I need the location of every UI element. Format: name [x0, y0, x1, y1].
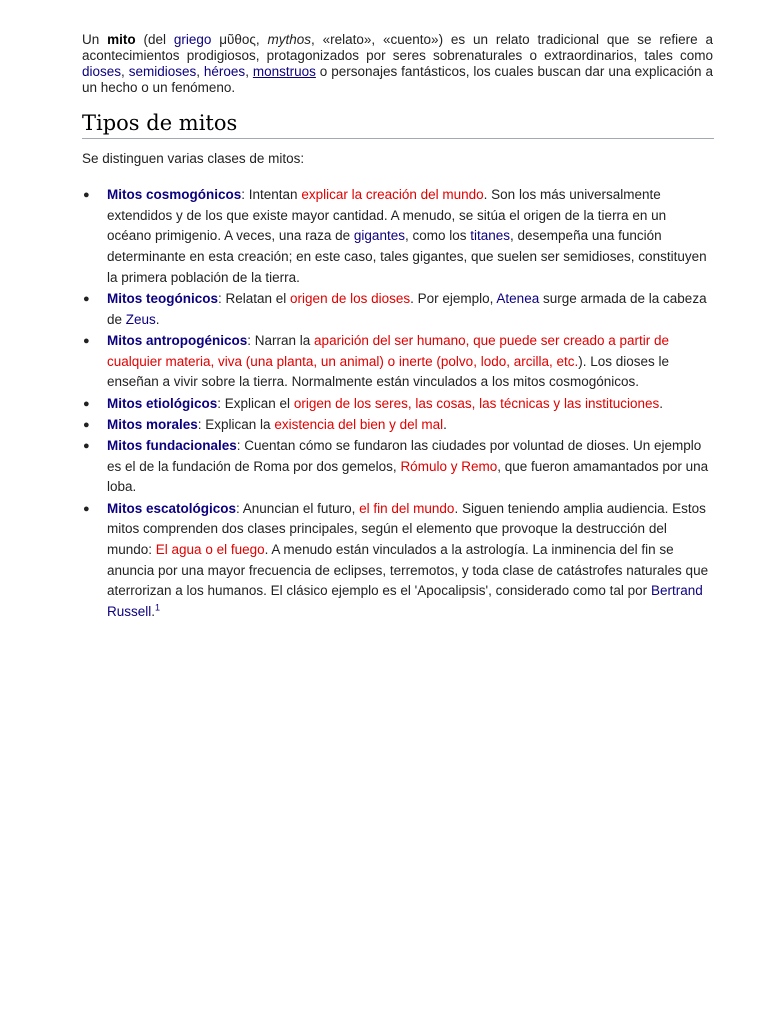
intro-mythos: mythos — [267, 32, 312, 47]
bullet-icon: ● — [83, 334, 90, 347]
link-creacion-mundo[interactable]: explicar la creación del mundo — [301, 187, 484, 202]
link-bien-mal[interactable]: existencia del bien y del mal — [274, 416, 444, 432]
bullet-icon: ● — [83, 439, 90, 452]
term-escatologicos: Mitos escatológicos — [107, 500, 237, 516]
term-etiologicos: Mitos etiológicos — [107, 395, 218, 411]
list-item-teogonicos — [82, 289, 714, 330]
link-aparicion-ser-humano[interactable]: aparición del ser humano, que puede ser creado a partir de cualquier materia, viva (una planta, un animal) o inerte (polvo, lodo, arcilla, etc. — [107, 332, 670, 369]
link-dioses[interactable]: dioses — [82, 64, 122, 79]
item-text: . — [151, 604, 156, 620]
link-heroes[interactable]: héroes — [203, 64, 246, 79]
item-text: . Son los más universalmente extendidos y de los que existe mayor cantidad. A menudo, se sitúa el origen de la tierra en un océano primigenio. A veces, una raza de — [107, 187, 667, 244]
item-text: . — [443, 416, 447, 432]
item-text: . A menudo están vinculados a la astrología. La inminencia del fin se anuncia por una mayor frecuencia de eclipses, terremotos, y toda clase de catástrofes naturales que aterrorizan a los humanos. El clásico ejemplo es el 'Apocalipsis', considerado como tal por — [107, 541, 709, 599]
item-text: : Narran la — [247, 332, 315, 348]
link-agua-fuego[interactable]: El agua o el fuego — [155, 541, 265, 557]
link-titanes[interactable]: titanes — [470, 228, 511, 244]
bullet-icon: ● — [83, 189, 90, 201]
item-text: : Intentan — [241, 187, 302, 202]
list-item-etiologicos — [82, 394, 714, 415]
list-item-antropogenicos — [82, 331, 714, 393]
intro-text: , — [121, 64, 129, 79]
link-origen-dioses[interactable]: origen de los dioses — [290, 291, 411, 307]
intro-text: o personajes fantásticos, los cuales buscan dar una explicación a un hecho o un fenómeno. — [82, 64, 713, 95]
bullet-icon: ● — [83, 293, 90, 306]
list-item-morales — [82, 415, 714, 436]
intro-term-mito: mito — [107, 32, 136, 47]
link-origen-seres[interactable]: origen de los seres, las cosas, las técnicas y las instituciones — [293, 395, 660, 411]
intro-text: , — [255, 32, 268, 47]
link-fin-mundo[interactable]: el fin del mundo — [359, 500, 455, 516]
item-text: : Anuncian el futuro, — [236, 500, 360, 516]
link-griego[interactable]: griego — [173, 32, 212, 47]
bullet-icon: ● — [83, 397, 90, 410]
footnote-ref[interactable]: 1 — [155, 602, 161, 613]
list-item-fundacionales — [82, 436, 714, 498]
term-teogonicos: Mitos teogónicos — [107, 291, 218, 307]
term-morales: Mitos morales — [107, 416, 198, 432]
link-zeus[interactable]: Zeus — [125, 311, 156, 327]
intro-text: , — [245, 64, 253, 79]
intro-paragraph — [82, 32, 713, 96]
item-text: surge armada de la cabeza de — [107, 291, 707, 327]
item-text: . Por ejemplo, — [410, 291, 497, 307]
item-text: : Explican la — [197, 416, 275, 432]
item-text: , desempeña una función determinante en esta creación; en este caso, tales gigantes, que suelen ser semidioses, constituyen la primera población de la tierra. — [107, 228, 707, 285]
intro-greek-word: μῦθος — [211, 32, 256, 47]
intro-text: , — [196, 64, 204, 79]
link-monstruos[interactable]: monstruos — [252, 64, 316, 79]
link-semidioses[interactable]: semidioses — [128, 64, 197, 79]
intro-text: , «relato», «cuento») es un relato tradicional que se refiere a acontecimientos prodigiosos, protagonizados por seres sobrenaturales o extraordinarios, tales como — [82, 32, 713, 63]
item-text: , que fueron amamantados por una loba. — [107, 458, 709, 495]
link-bertrand-russell[interactable]: Bertrand Russell — [107, 583, 703, 620]
item-text: ). Los dioses le enseñan a vivir sobre la tierra. Normalmente están vinculados a los mitos cosmogónicos. — [107, 353, 670, 390]
intro-text: Un — [82, 32, 108, 47]
link-romulo-remo[interactable]: Rómulo y Remo — [400, 458, 498, 474]
myth-types-list — [82, 185, 714, 623]
list-item-escatologicos — [82, 499, 714, 623]
item-text: . Siguen teniendo amplia audiencia. Estos mitos comprenden dos clases principales, según el elemento que provoque la destrucción del mundo: — [107, 500, 706, 557]
section-heading: Tipos de mitos — [82, 110, 714, 139]
item-text: . — [659, 395, 664, 411]
bullet-icon: ● — [83, 502, 90, 515]
intro-text: (del — [135, 32, 174, 47]
link-atenea[interactable]: Atenea — [496, 291, 540, 307]
item-text: . — [155, 311, 160, 327]
term-antropogenicos: Mitos antropogénicos — [107, 332, 248, 348]
item-text: , como los — [404, 228, 471, 244]
term-cosmogonicos: Mitos cosmogónicos — [107, 187, 242, 202]
section-lead: Se distinguen varias clases de mitos: — [82, 151, 305, 166]
bullet-icon: ● — [83, 418, 90, 431]
item-text: : Explican el — [217, 395, 294, 411]
list-item-cosmogonicos — [82, 185, 714, 289]
item-text: : Relatan el — [218, 291, 291, 307]
item-text: : Cuentan cómo se fundaron las ciudades por voluntad de dioses. Un ejemplo es el de la fundación de Roma por dos gemelos, — [107, 437, 702, 474]
link-gigantes[interactable]: gigantes — [353, 228, 405, 244]
term-fundacionales: Mitos fundacionales — [107, 437, 237, 453]
